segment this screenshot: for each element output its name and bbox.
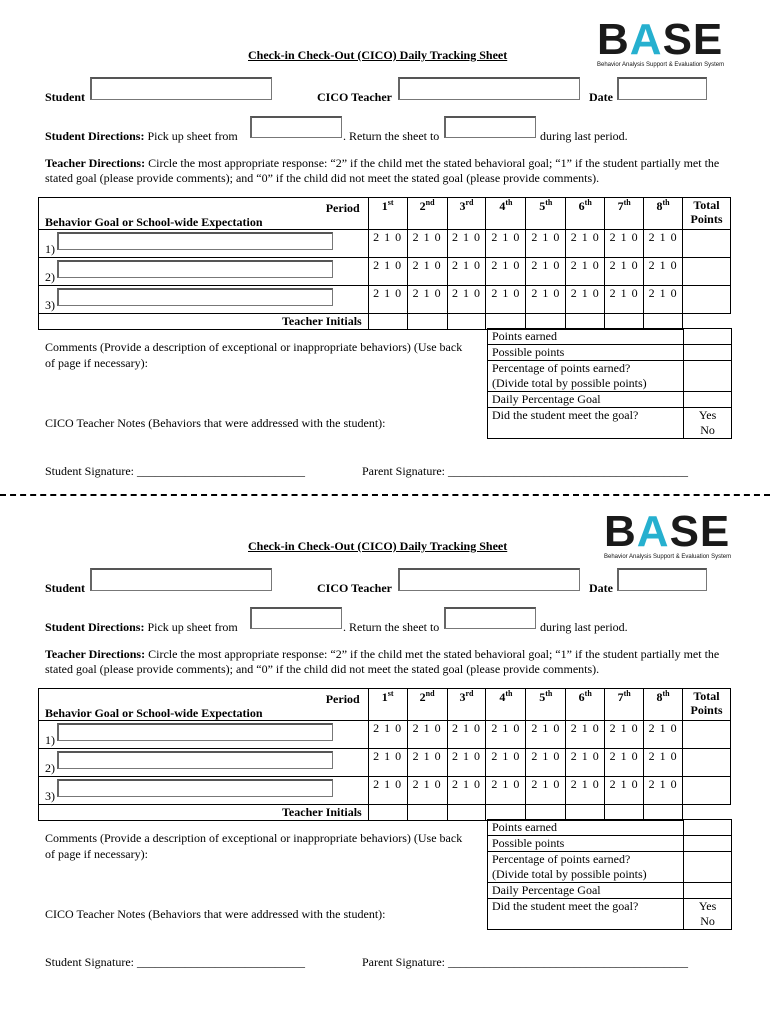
row-number: 3) bbox=[45, 789, 55, 803]
student-directions-part2: . Return the sheet to bbox=[343, 129, 440, 143]
percentage-label bbox=[488, 852, 684, 883]
teacher-directions-label: Teacher Directions: bbox=[45, 647, 146, 661]
score-cell[interactable]: 2 1 0 bbox=[566, 721, 605, 749]
initials-cell[interactable] bbox=[368, 314, 407, 330]
score-cell[interactable]: 2 1 0 bbox=[605, 721, 644, 749]
score-cell[interactable]: 2 1 0 bbox=[407, 230, 447, 258]
cico-teacher-input[interactable] bbox=[398, 568, 580, 591]
period-header bbox=[566, 689, 605, 721]
score-cell[interactable]: 2 1 0 bbox=[644, 721, 683, 749]
total-cell[interactable] bbox=[683, 777, 731, 805]
cico-teacher-label: CICO Teacher bbox=[317, 90, 392, 104]
tracking-sheet bbox=[0, 0, 770, 491]
percentage-hint: (Divide total by possible points) bbox=[492, 867, 647, 881]
total-cell[interactable] bbox=[683, 258, 731, 286]
logo-letter-b: B bbox=[604, 507, 637, 556]
percentage-hint: (Divide total by possible points) bbox=[492, 376, 647, 390]
score-cell[interactable]: 2 1 0 bbox=[447, 258, 486, 286]
student-label: Student bbox=[45, 90, 86, 104]
cico-teacher-label: CICO Teacher bbox=[317, 581, 392, 595]
return-to-input[interactable] bbox=[444, 116, 536, 138]
period-header bbox=[566, 198, 605, 230]
student-directions-part2: . Return the sheet to bbox=[343, 620, 440, 634]
period-header bbox=[644, 198, 683, 230]
parent-signature[interactable]: Parent Signature: ________________________________________ bbox=[362, 464, 688, 478]
percentage-question: Percentage of points earned? bbox=[492, 361, 631, 375]
total-cell[interactable] bbox=[683, 721, 731, 749]
score-cell[interactable]: 2 1 0 bbox=[566, 230, 605, 258]
initials-cell[interactable] bbox=[368, 805, 407, 821]
period-header bbox=[407, 198, 447, 230]
period-num: 2 bbox=[419, 199, 426, 213]
goal-header: Behavior Goal or School-wide Expectation bbox=[45, 215, 263, 229]
score-cell[interactable]: 2 1 0 bbox=[486, 777, 526, 805]
period-header bbox=[605, 689, 644, 721]
score-cell[interactable]: 2 1 0 bbox=[368, 721, 407, 749]
teacher-notes-label: CICO Teacher Notes (Behaviors that were addressed with the student): bbox=[45, 907, 386, 921]
score-cell[interactable]: 2 1 0 bbox=[644, 258, 683, 286]
score-cell[interactable]: 2 1 0 bbox=[486, 721, 526, 749]
no-option[interactable]: No bbox=[700, 914, 715, 928]
pickup-from-input[interactable] bbox=[250, 116, 342, 138]
period-sup: th bbox=[545, 689, 553, 698]
goal-input[interactable] bbox=[57, 260, 333, 278]
daily-goal-label: Daily Percentage Goal bbox=[488, 392, 684, 408]
student-label: Student bbox=[45, 581, 86, 595]
total-cell[interactable] bbox=[683, 749, 731, 777]
teacher-initials-label: Teacher Initials bbox=[39, 314, 369, 330]
tracking-sheet-copy bbox=[0, 491, 770, 982]
period-num: 7 bbox=[617, 199, 624, 213]
total-points-header: Total Points bbox=[683, 689, 731, 721]
student-input[interactable] bbox=[90, 568, 272, 591]
period-num: 6 bbox=[578, 690, 585, 704]
possible-points-value[interactable] bbox=[684, 836, 732, 852]
period-header bbox=[605, 198, 644, 230]
row-number: 3) bbox=[45, 298, 55, 312]
possible-points-label: Possible points bbox=[488, 836, 684, 852]
period-sup: nd bbox=[425, 198, 435, 207]
yes-option[interactable]: Yes bbox=[698, 408, 717, 422]
row-number: 2) bbox=[45, 270, 55, 284]
percentage-value[interactable] bbox=[684, 852, 732, 883]
period-num: 3 bbox=[459, 690, 466, 704]
points-earned-label: Points earned bbox=[488, 329, 684, 345]
goal-input[interactable] bbox=[57, 232, 333, 250]
student-directions-label: Student Directions: bbox=[45, 620, 145, 634]
period-sup: th bbox=[505, 198, 513, 207]
score-cell[interactable]: 2 1 0 bbox=[486, 749, 526, 777]
score-cell[interactable]: 2 1 0 bbox=[447, 230, 486, 258]
period-header bbox=[644, 689, 683, 721]
sheet-title: Check-in Check-Out (CICO) Daily Tracking Sheet bbox=[248, 539, 508, 553]
points-earned-value[interactable] bbox=[684, 329, 732, 345]
parent-signature[interactable]: Parent Signature: ________________________________________ bbox=[362, 955, 688, 969]
score-cell[interactable]: 2 1 0 bbox=[407, 749, 447, 777]
points-table bbox=[487, 328, 732, 439]
row-number: 1) bbox=[45, 733, 55, 747]
score-cell[interactable]: 2 1 0 bbox=[526, 258, 566, 286]
comments-label: Comments (Provide a description of exceptional or inappropriate behaviors) (Use back of page if necessary): bbox=[45, 831, 463, 861]
goal-header-cell bbox=[39, 198, 369, 230]
period-sup: th bbox=[584, 198, 592, 207]
period-sup: rd bbox=[465, 689, 474, 698]
teacher-directions bbox=[45, 156, 735, 186]
score-cell[interactable]: 2 1 0 bbox=[368, 749, 407, 777]
student-directions-part3: during last period. bbox=[540, 620, 628, 634]
date-label: Date bbox=[589, 581, 613, 595]
daily-goal-value[interactable] bbox=[684, 392, 732, 408]
period-num: 5 bbox=[539, 690, 546, 704]
teacher-directions-label: Teacher Directions: bbox=[45, 156, 146, 170]
student-directions-label: Student Directions: bbox=[45, 129, 145, 143]
logo-letter-a: A bbox=[636, 507, 670, 556]
score-cell[interactable]: 2 1 0 bbox=[605, 777, 644, 805]
daily-goal-label: Daily Percentage Goal bbox=[488, 883, 684, 899]
possible-points-label: Possible points bbox=[488, 345, 684, 361]
teacher-initials-label: Teacher Initials bbox=[39, 805, 369, 821]
score-cell[interactable]: 2 1 0 bbox=[644, 749, 683, 777]
logo-subtitle: Behavior Analysis Support & Evaluation System bbox=[604, 554, 732, 560]
teacher-directions-text: Circle the most appropriate response: “2” if the child met the stated behavioral goal; “1” if the student partially met the stated goal (please provide comments); and “0” if the child did not meet the stated goal (please provide comments). bbox=[45, 156, 720, 185]
logo-letters-se: SE bbox=[669, 507, 731, 556]
row-number: 1) bbox=[45, 242, 55, 256]
yes-option[interactable]: Yes bbox=[698, 899, 717, 913]
period-num: 1 bbox=[381, 199, 388, 213]
student-signature[interactable]: Student Signature: ____________________________ bbox=[45, 464, 305, 478]
score-cell[interactable]: 2 1 0 bbox=[566, 777, 605, 805]
score-cell[interactable]: 2 1 0 bbox=[605, 749, 644, 777]
period-num: 5 bbox=[539, 199, 546, 213]
student-directions-part1: Pick up sheet from bbox=[147, 129, 238, 143]
period-header bbox=[368, 689, 407, 721]
row-number: 2) bbox=[45, 761, 55, 775]
goal-header: Behavior Goal or School-wide Expectation bbox=[45, 706, 263, 720]
period-sup: st bbox=[387, 198, 394, 207]
goal-input[interactable] bbox=[57, 751, 333, 769]
period-sup: st bbox=[387, 689, 394, 698]
score-cell[interactable]: 2 1 0 bbox=[644, 286, 683, 314]
goal-row bbox=[39, 749, 369, 777]
score-cell[interactable]: 2 1 0 bbox=[644, 230, 683, 258]
period-header bbox=[526, 198, 566, 230]
score-cell[interactable]: 2 1 0 bbox=[407, 721, 447, 749]
goal-row bbox=[39, 777, 369, 805]
score-cell[interactable]: 2 1 0 bbox=[566, 258, 605, 286]
period-sup: th bbox=[623, 198, 631, 207]
period-sup: th bbox=[662, 689, 670, 698]
student-input[interactable] bbox=[90, 77, 272, 100]
met-goal-label: Did the student meet the goal? bbox=[488, 408, 684, 439]
percentage-label bbox=[488, 361, 684, 392]
period-header bbox=[447, 689, 486, 721]
period-header bbox=[407, 689, 447, 721]
period-label: Period bbox=[325, 692, 360, 706]
possible-points-value[interactable] bbox=[684, 345, 732, 361]
student-directions bbox=[45, 620, 238, 635]
base-logo bbox=[604, 507, 732, 560]
score-cell[interactable]: 2 1 0 bbox=[447, 286, 486, 314]
period-num: 2 bbox=[419, 690, 426, 704]
return-to-input[interactable] bbox=[444, 607, 536, 629]
score-cell[interactable]: 2 1 0 bbox=[526, 230, 566, 258]
period-num: 8 bbox=[656, 690, 663, 704]
period-sup: th bbox=[623, 689, 631, 698]
score-cell[interactable]: 2 1 0 bbox=[368, 777, 407, 805]
score-cell[interactable]: 2 1 0 bbox=[486, 286, 526, 314]
comments-label: Comments (Provide a description of exceptional or inappropriate behaviors) (Use back of page if necessary): bbox=[45, 340, 463, 370]
initials-cell[interactable] bbox=[407, 314, 447, 330]
score-cell[interactable]: 2 1 0 bbox=[368, 286, 407, 314]
score-cell[interactable]: 2 1 0 bbox=[605, 258, 644, 286]
score-cell[interactable]: 2 1 0 bbox=[644, 777, 683, 805]
period-sup: th bbox=[584, 689, 592, 698]
period-label: Period bbox=[325, 201, 360, 215]
met-goal-label: Did the student meet the goal? bbox=[488, 899, 684, 930]
logo-subtitle: Behavior Analysis Support & Evaluation System bbox=[597, 62, 725, 68]
total-points-header: Total Points bbox=[683, 198, 731, 230]
goal-row bbox=[39, 721, 369, 749]
period-header bbox=[486, 198, 526, 230]
teacher-directions bbox=[45, 647, 735, 677]
student-directions-part1: Pick up sheet from bbox=[147, 620, 238, 634]
score-cell[interactable]: 2 1 0 bbox=[566, 749, 605, 777]
met-goal-options[interactable] bbox=[684, 899, 732, 930]
logo-letter-a: A bbox=[629, 15, 663, 64]
points-earned-value[interactable] bbox=[684, 820, 732, 836]
percentage-question: Percentage of points earned? bbox=[492, 852, 631, 866]
pickup-from-input[interactable] bbox=[250, 607, 342, 629]
score-cell[interactable]: 2 1 0 bbox=[407, 258, 447, 286]
score-cell[interactable]: 2 1 0 bbox=[486, 230, 526, 258]
period-header bbox=[486, 689, 526, 721]
period-num: 4 bbox=[499, 199, 506, 213]
initials-cell[interactable] bbox=[447, 314, 486, 330]
goal-header-cell bbox=[39, 689, 369, 721]
goal-input[interactable] bbox=[57, 288, 333, 306]
teacher-notes-label: CICO Teacher Notes (Behaviors that were addressed with the student): bbox=[45, 416, 386, 430]
score-cell[interactable]: 2 1 0 bbox=[407, 286, 447, 314]
logo-letter-b: B bbox=[597, 15, 630, 64]
base-logo bbox=[597, 15, 725, 68]
period-num: 8 bbox=[656, 199, 663, 213]
goal-input[interactable] bbox=[57, 779, 333, 797]
met-goal-options[interactable] bbox=[684, 408, 732, 439]
logo-letters-se: SE bbox=[662, 15, 724, 64]
percentage-value[interactable] bbox=[684, 361, 732, 392]
score-cell[interactable]: 2 1 0 bbox=[566, 286, 605, 314]
score-cell[interactable]: 2 1 0 bbox=[447, 721, 486, 749]
period-sup: rd bbox=[465, 198, 474, 207]
tracking-table bbox=[38, 197, 731, 330]
score-cell[interactable]: 2 1 0 bbox=[368, 230, 407, 258]
points-earned-label: Points earned bbox=[488, 820, 684, 836]
sheet-title: Check-in Check-Out (CICO) Daily Tracking Sheet bbox=[248, 48, 508, 62]
student-directions-part3: during last period. bbox=[540, 129, 628, 143]
score-cell[interactable]: 2 1 0 bbox=[526, 286, 566, 314]
period-num: 6 bbox=[578, 199, 585, 213]
initials-cell[interactable] bbox=[407, 805, 447, 821]
period-num: 7 bbox=[617, 690, 624, 704]
period-num: 3 bbox=[459, 199, 466, 213]
score-cell[interactable]: 2 1 0 bbox=[368, 258, 407, 286]
period-header bbox=[368, 198, 407, 230]
student-directions bbox=[45, 129, 238, 144]
teacher-directions-text: Circle the most appropriate response: “2” if the child met the stated behavioral goal; “1” if the student partially met the stated goal (please provide comments); and “0” if the child did not meet the stated goal (please provide comments). bbox=[45, 647, 720, 676]
score-cell[interactable]: 2 1 0 bbox=[526, 721, 566, 749]
tracking-table bbox=[38, 688, 731, 821]
score-cell[interactable]: 2 1 0 bbox=[605, 286, 644, 314]
goal-row bbox=[39, 286, 369, 314]
no-option[interactable]: No bbox=[700, 423, 715, 437]
date-label: Date bbox=[589, 90, 613, 104]
period-num: 4 bbox=[499, 690, 506, 704]
score-cell[interactable]: 2 1 0 bbox=[526, 749, 566, 777]
score-cell[interactable]: 2 1 0 bbox=[605, 230, 644, 258]
date-input[interactable] bbox=[617, 77, 707, 100]
total-cell[interactable] bbox=[683, 230, 731, 258]
date-input[interactable] bbox=[617, 568, 707, 591]
period-sup: th bbox=[505, 689, 513, 698]
period-sup: nd bbox=[425, 689, 435, 698]
goal-row bbox=[39, 230, 369, 258]
score-cell[interactable]: 2 1 0 bbox=[447, 749, 486, 777]
goal-row bbox=[39, 258, 369, 286]
daily-goal-value[interactable] bbox=[684, 883, 732, 899]
period-sup: th bbox=[662, 198, 670, 207]
total-cell[interactable] bbox=[683, 286, 731, 314]
goal-input[interactable] bbox=[57, 723, 333, 741]
cico-teacher-input[interactable] bbox=[398, 77, 580, 100]
score-cell[interactable]: 2 1 0 bbox=[526, 777, 566, 805]
period-header bbox=[447, 198, 486, 230]
period-sup: th bbox=[545, 198, 553, 207]
period-header bbox=[526, 689, 566, 721]
points-table bbox=[487, 819, 732, 930]
initials-cell[interactable] bbox=[447, 805, 486, 821]
period-num: 1 bbox=[381, 690, 388, 704]
score-cell[interactable]: 2 1 0 bbox=[407, 777, 447, 805]
score-cell[interactable]: 2 1 0 bbox=[486, 258, 526, 286]
student-signature[interactable]: Student Signature: ____________________________ bbox=[45, 955, 305, 969]
score-cell[interactable]: 2 1 0 bbox=[447, 777, 486, 805]
